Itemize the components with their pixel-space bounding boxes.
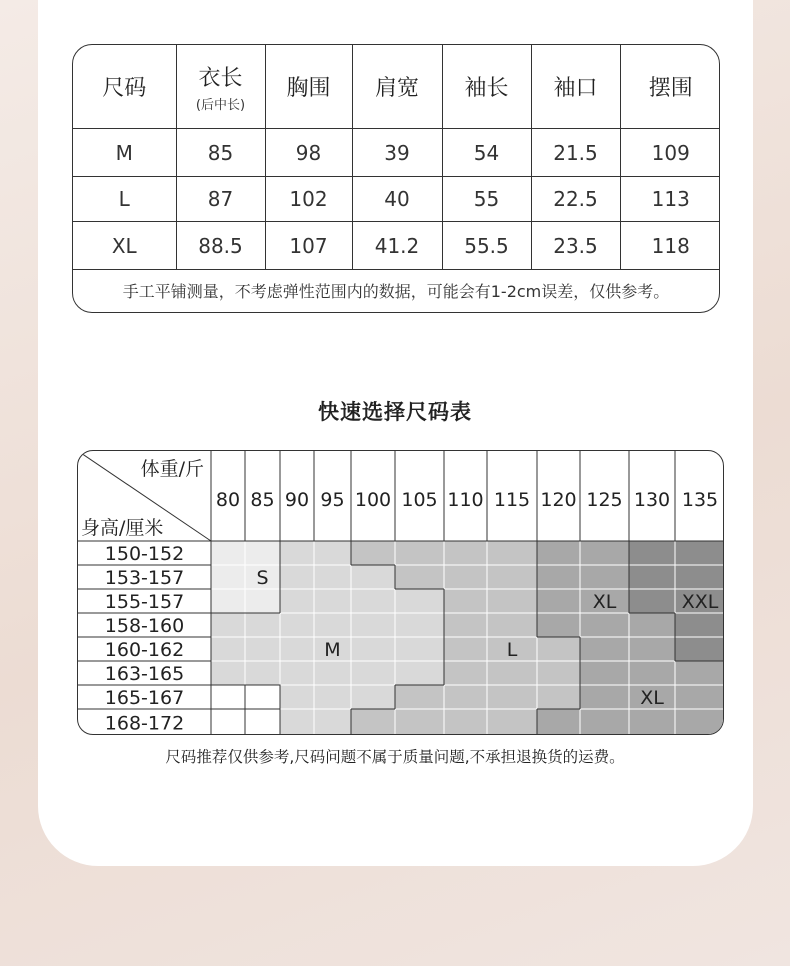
header-cell xyxy=(352,45,442,129)
size-cell xyxy=(580,565,629,589)
size-cell xyxy=(675,541,724,565)
size-cell xyxy=(211,589,245,613)
size-cell xyxy=(444,565,487,589)
size-cell xyxy=(675,685,724,709)
size-label-cell: M xyxy=(73,129,176,177)
size-cell xyxy=(629,709,675,735)
size-cell xyxy=(351,709,395,735)
size-cell xyxy=(395,685,444,709)
height-label: 150-152 xyxy=(104,543,185,565)
size-cell xyxy=(314,709,351,735)
header-cell xyxy=(265,45,352,129)
header-label: 摆围 xyxy=(648,76,693,101)
height-label: 158-160 xyxy=(104,615,185,637)
size-cell xyxy=(487,709,537,735)
measure-cell: 107 xyxy=(265,222,352,270)
size-cell xyxy=(444,613,487,637)
size-measure-table xyxy=(73,45,720,270)
size-cell xyxy=(280,709,314,735)
header-cell xyxy=(73,45,176,129)
weight-header: 125 xyxy=(586,489,623,511)
size-cell xyxy=(487,589,537,613)
size-cell xyxy=(395,661,444,685)
size-cell xyxy=(580,541,629,565)
size-cell xyxy=(245,685,280,709)
size-cell xyxy=(211,541,245,565)
header-label: 肩宽 xyxy=(374,76,419,101)
measure-cell: 40 xyxy=(352,177,442,222)
size-cell xyxy=(444,541,487,565)
size-cell xyxy=(444,661,487,685)
size-cell xyxy=(487,613,537,637)
header-label: 袖口 xyxy=(553,76,598,101)
size-cell xyxy=(675,637,724,661)
size-cell xyxy=(351,541,395,565)
size-cell xyxy=(537,541,580,565)
height-label: 163-165 xyxy=(104,663,185,685)
size-cell xyxy=(537,565,580,589)
size-cell xyxy=(487,661,537,685)
measurement-note: 手工平铺测量，不考虑弹性范围内的数据，可能会有1-2cm误差，仅供参考。 xyxy=(122,282,670,301)
size-cell xyxy=(444,685,487,709)
measure-cell: 118 xyxy=(620,222,720,270)
size-cell xyxy=(629,541,675,565)
size-cell xyxy=(580,613,629,637)
header-label: 尺码 xyxy=(102,76,147,101)
table-row xyxy=(73,129,720,177)
quick-size-chart xyxy=(77,450,724,735)
weight-header: 95 xyxy=(320,489,345,511)
weight-header: 100 xyxy=(354,489,392,511)
size-cell xyxy=(211,685,245,709)
size-cell xyxy=(675,613,724,637)
height-label: 153-157 xyxy=(104,567,185,589)
size-cell xyxy=(280,685,314,709)
size-table xyxy=(72,44,720,313)
size-cell xyxy=(351,661,395,685)
size-cell xyxy=(245,541,280,565)
measure-cell: 87 xyxy=(176,177,265,222)
size-cell xyxy=(351,565,395,589)
size-cell xyxy=(395,613,444,637)
size-footnote: 尺码推荐仅供参考,尺码问题不属于质量问题,不承担退换货的运费。 xyxy=(165,748,625,766)
size-cell xyxy=(537,685,580,709)
measure-cell: 85 xyxy=(176,129,265,177)
size-cell xyxy=(537,589,580,613)
size-cell xyxy=(280,613,314,637)
size-cell xyxy=(580,661,629,685)
size-region-label: L xyxy=(506,639,518,661)
size-cell xyxy=(537,661,580,685)
size-cell xyxy=(444,637,487,661)
size-cell xyxy=(351,685,395,709)
size-cell xyxy=(444,709,487,735)
height-label: 168-172 xyxy=(104,712,185,735)
size-cell xyxy=(280,661,314,685)
size-region-label: S xyxy=(256,567,269,589)
size-cell xyxy=(351,613,395,637)
size-cell xyxy=(537,637,580,661)
size-cell xyxy=(245,661,280,685)
size-cell xyxy=(280,637,314,661)
weight-header: 105 xyxy=(401,489,438,511)
size-cell xyxy=(580,637,629,661)
weight-header: 130 xyxy=(633,489,671,511)
weight-header: 110 xyxy=(447,489,484,511)
size-cell xyxy=(314,565,351,589)
size-cell xyxy=(245,637,280,661)
size-region-label: XL xyxy=(592,591,617,613)
size-cell xyxy=(487,565,537,589)
weight-axis-label: 体重/斤 xyxy=(140,458,204,480)
size-cell xyxy=(351,637,395,661)
size-region-label: XL xyxy=(640,687,664,709)
size-cell xyxy=(395,541,444,565)
size-cell xyxy=(245,709,280,735)
size-cell xyxy=(280,589,314,613)
size-cell xyxy=(629,661,675,685)
size-cell xyxy=(487,541,537,565)
height-label: 165-167 xyxy=(104,687,185,709)
weight-header: 80 xyxy=(215,489,241,511)
size-cell xyxy=(314,541,351,565)
measure-cell: 55 xyxy=(442,177,531,222)
measure-cell: 88.5 xyxy=(176,222,265,270)
size-cell xyxy=(395,637,444,661)
size-cell xyxy=(351,589,395,613)
size-cell xyxy=(314,613,351,637)
weight-header: 115 xyxy=(493,489,531,511)
size-cell xyxy=(487,685,537,709)
size-cell xyxy=(580,685,629,709)
size-cell xyxy=(280,565,314,589)
size-cell xyxy=(395,709,444,735)
size-cell xyxy=(629,637,675,661)
size-cell xyxy=(629,613,675,637)
size-cell xyxy=(395,589,444,613)
size-region-label: XXL xyxy=(681,591,719,613)
header-cell xyxy=(442,45,531,129)
measure-cell: 113 xyxy=(620,177,720,222)
size-cell xyxy=(675,661,724,685)
header-sublabel: (后中长) xyxy=(195,97,246,113)
table-row xyxy=(73,177,720,222)
size-cell xyxy=(211,565,245,589)
size-cell xyxy=(675,565,724,589)
weight-header: 90 xyxy=(284,489,310,511)
quick-chart-title: 快速选择尺码表 xyxy=(318,400,472,424)
measure-cell: 22.5 xyxy=(531,177,620,222)
measure-cell: 39 xyxy=(352,129,442,177)
header-label: 衣长 xyxy=(198,65,243,91)
weight-header: 120 xyxy=(540,489,577,511)
size-cell xyxy=(314,589,351,613)
header-cell xyxy=(176,45,265,129)
measure-cell: 21.5 xyxy=(531,129,620,177)
size-cell xyxy=(444,589,487,613)
size-cell xyxy=(314,685,351,709)
measure-cell: 41.2 xyxy=(352,222,442,270)
size-cell xyxy=(395,565,444,589)
measure-cell: 109 xyxy=(620,129,720,177)
height-label: 155-157 xyxy=(104,591,185,613)
size-cell xyxy=(211,613,245,637)
size-cell xyxy=(537,613,580,637)
size-cell xyxy=(245,589,280,613)
size-cell xyxy=(314,661,351,685)
size-region-label: M xyxy=(324,639,341,661)
size-cell xyxy=(629,565,675,589)
size-cell xyxy=(580,709,629,735)
header-cell xyxy=(531,45,620,129)
size-cell xyxy=(211,709,245,735)
measure-cell: 98 xyxy=(265,129,352,177)
size-cell xyxy=(537,709,580,735)
header-cell xyxy=(620,45,720,129)
size-cell xyxy=(280,541,314,565)
size-label-cell: L xyxy=(73,177,176,222)
size-cell xyxy=(211,661,245,685)
height-axis-label: 身高/厘米 xyxy=(81,517,164,539)
size-cell xyxy=(629,589,675,613)
measure-cell: 23.5 xyxy=(531,222,620,270)
measure-cell: 54 xyxy=(442,129,531,177)
weight-header: 85 xyxy=(250,489,275,511)
size-cell xyxy=(245,613,280,637)
measure-cell: 102 xyxy=(265,177,352,222)
quick-size-grid xyxy=(78,451,724,735)
size-cell xyxy=(211,637,245,661)
weight-header: 135 xyxy=(681,489,719,511)
size-label-cell: XL xyxy=(73,222,176,270)
header-label: 袖长 xyxy=(464,76,509,101)
height-label: 160-162 xyxy=(104,639,185,661)
measure-cell: 55.5 xyxy=(442,222,531,270)
header-label: 胸围 xyxy=(286,76,331,101)
size-cell xyxy=(675,709,724,735)
table-row xyxy=(73,222,720,270)
